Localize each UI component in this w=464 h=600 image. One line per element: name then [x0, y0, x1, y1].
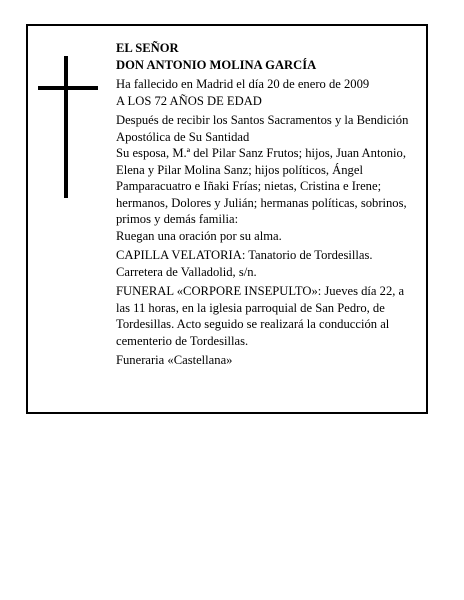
sacraments: Después de recibir los Santos Sacramentos y la Bendición Apostólica de Su Santidad [116, 113, 409, 144]
heading: EL SEÑOR [116, 41, 179, 55]
cross-icon [38, 56, 98, 198]
funeral-info: FUNERAL «CORPORE INSEPULTO»: Jueves día 22, a las 11 horas, en la iglesia parroquial de San Pedro, de Tordesillas. Acto seguido se realizará la conducción al cementerio de Tordesillas. [116, 284, 405, 348]
cross-horizontal-bar [38, 86, 98, 90]
prayer: Ruegan una oración por su alma. [116, 228, 282, 243]
family-list: Su esposa, M.ª del Pilar Sanz Frutos; hijos, Juan Antonio, Elena y Pilar Molina Sanz; hijos políticos, Ángel Pamparacuatro e Iñaki Frías; nietas, Cristina e Irene; hermanos, Dolores y Julián; hermanas políticas, sobrinos, primos y demás familia: [116, 146, 407, 226]
deceased-name: DON ANTONIO MOLINA GARCÍA [116, 57, 317, 72]
death-info: Ha fallecido en Madrid el día 20 de enero de 2009 [116, 77, 370, 91]
chapel-info: CAPILLA VELATORIA: Tanatorio de Tordesillas. Carretera de Valladolid, s/n. [116, 248, 373, 279]
age: A LOS 72 AÑOS DE EDAD [116, 93, 262, 108]
cross-vertical-bar [64, 56, 68, 198]
funeral-home: Funeraria «Castellana» [116, 353, 233, 367]
obituary-notice [26, 24, 428, 414]
obituary-text [116, 40, 416, 369]
